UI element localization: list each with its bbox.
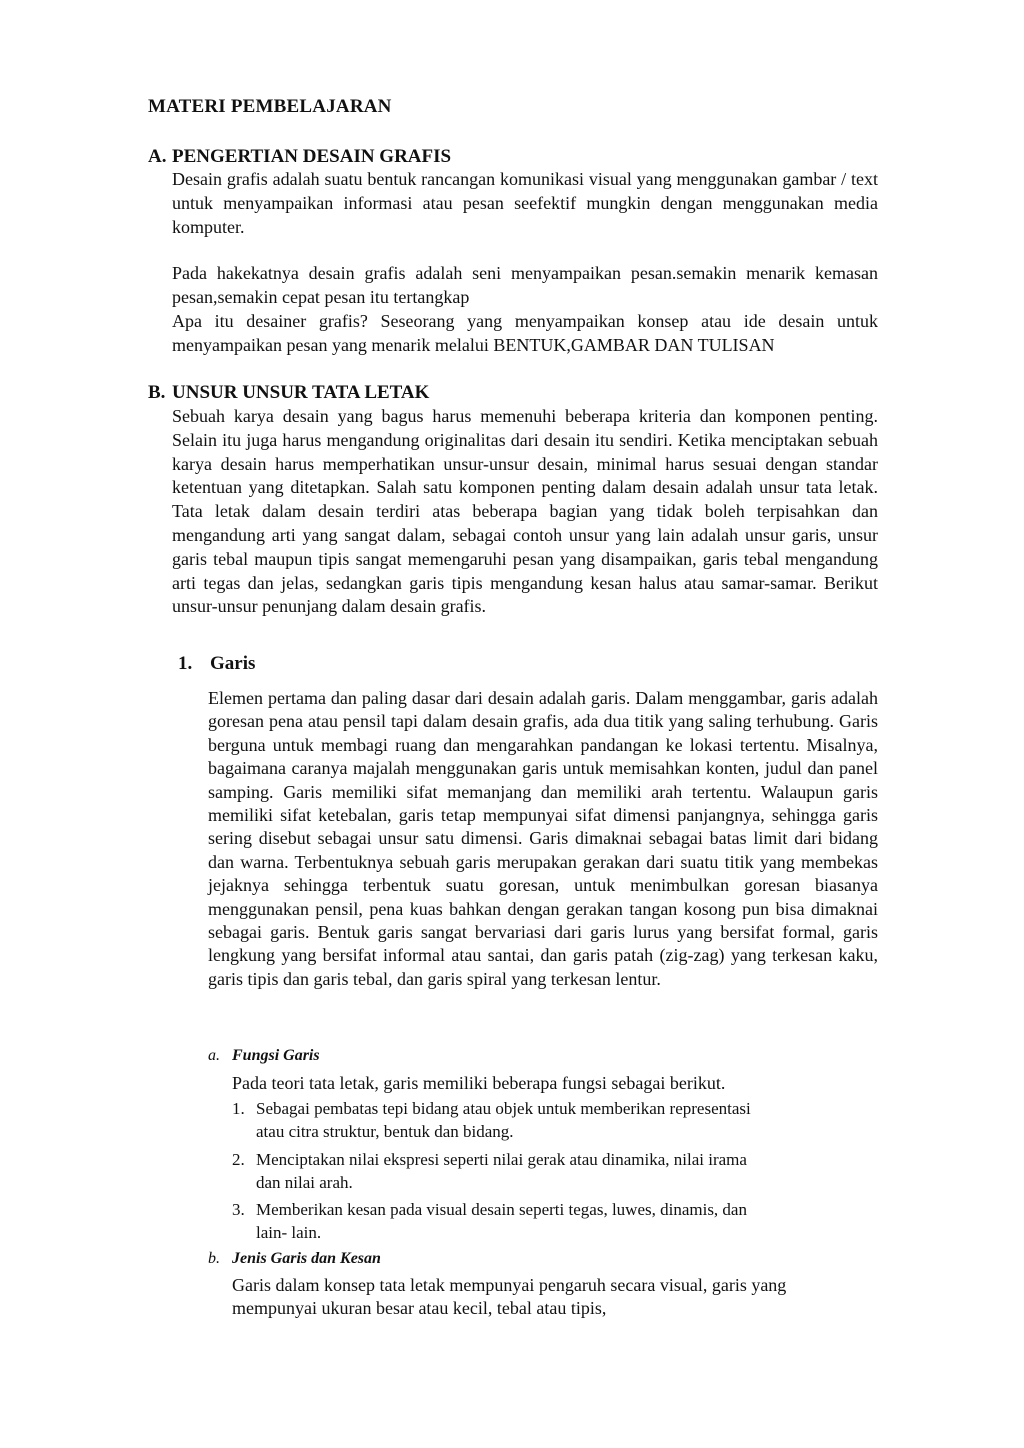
fungsi-list-item-1 (232, 1097, 772, 1143)
fungsi-garis-intro: Pada teori tata letak, garis memiliki beberapa fungsi sebagai berikut. (232, 1073, 726, 1093)
garis-heading (178, 653, 255, 675)
section-b-title: UNSUR UNSUR TATA LETAK (172, 382, 430, 403)
section-a-paragraph-3: Apa itu desainer grafis? Seseorang yang menyampaikan konsep atau ide desain untuk menyampaikan pesan yang menarik melalui BENTUK,GAMBAR DAN TULISAN (172, 311, 878, 355)
list-item-number: 2. (232, 1150, 245, 1169)
jenis-garis-text: Garis dalam konsep tata letak mempunyai pengaruh secara visual, garis yang mempunyai ukuran besar atau kecil, tebal atau tipis, (232, 1275, 787, 1318)
list-item-text: Menciptakan nilai ekspresi seperti nilai gerak atau dinamika, nilai irama dan nilai arah. (256, 1150, 747, 1192)
section-a-marker: A. (148, 146, 167, 167)
jenis-garis-heading (208, 1250, 381, 1268)
fungsi-garis-heading (208, 1047, 320, 1065)
list-item-number: 3. (232, 1200, 245, 1219)
section-a-heading (148, 146, 451, 168)
section-b-marker: B. (148, 382, 166, 403)
garis-paragraph: Elemen pertama dan paling dasar dari desain adalah garis. Dalam menggambar, garis adalah goresan pena atau pensil tapi dalam desain grafis, ada dua titik yang saling terhubung. Garis berguna untuk membagi ruang dan mengarahkan pandangan ke lokasi tertentu. Misalnya, bagaimana caranya majalah menggunakan garis untuk memisahkan konten, judul dan panel samping. Garis memiliki sifat memanjang dan memiliki arah tertentu. Walaupun garis memiliki sifat ketebalan, garis tetap mempunyai sifat dimensi panjangnya, sehingga garis sering disebut sebagai unsur satu dimensi. Garis dimaknai sebagai batas limit dari bidang dan warna. Terbentuknya sebuah garis merupakan gerakan dari suatu titik yang membekas jejaknya sehingga terbentuk suatu goresan, untuk menimbulkan goresan biasanya menggunakan pensil, pena kuas bahkan dengan gerakan tangan kosong pun bisa dimaknai sebagai garis. Bentuk garis sangat bervariasi dari garis lurus yang bersifat formal, garis lengkung yang bersifat informal atau santai, dan garis patah (zig-zag) yang terkesan kaku, garis tipis dan garis tebal, dan garis spiral yang terkesan lentur. (208, 688, 878, 989)
list-item-text: Memberikan kesan pada visual desain seperti tegas, luwes, dinamis, dan lain- lain. (256, 1200, 747, 1242)
section-a-title: PENGERTIAN DESAIN GRAFIS (172, 146, 452, 167)
garis-title: Garis (210, 653, 256, 674)
jenis-garis-marker: b. (208, 1250, 220, 1267)
section-b-heading (148, 382, 429, 404)
fungsi-garis-title: Fungsi Garis (232, 1047, 320, 1064)
jenis-garis-title: Jenis Garis dan Kesan (232, 1250, 381, 1267)
section-a-paragraph-2: Pada hakekatnya desain grafis adalah seni menyampaikan pesan.semakin menarik kemasan pesan,semakin cepat pesan itu tertangkap (172, 263, 878, 307)
garis-marker: 1. (178, 653, 193, 674)
fungsi-garis-marker: a. (208, 1047, 220, 1064)
fungsi-list-item-3 (232, 1198, 772, 1244)
fungsi-list-item-2 (232, 1148, 772, 1194)
list-item-text: Sebagai pembatas tepi bidang atau objek untuk memberikan representasi atau citra struktur, bentuk dan bidang. (256, 1099, 751, 1141)
list-item-number: 1. (232, 1099, 245, 1118)
section-a-paragraph-1: Desain grafis adalah suatu bentuk rancangan komunikasi visual yang menggunakan gambar / text untuk menyampaikan informasi atau pesan seefektif mungkin dengan menggunakan media komputer. (172, 169, 878, 237)
section-b-paragraph: Sebuah karya desain yang bagus harus memenuhi beberapa kriteria dan komponen penting. Selain itu juga harus mengandung originalitas dari desain itu sendiri. Ketika menciptakan sebuah karya desain harus memperhatikan unsur-unsur desain, minimal harus sesuai dengan standar ketentuan yang ditetapkan. Salah satu komponen penting dalam desain adalah unsur tata letak. Tata letak dalam desain terdiri atas beberapa bagian yang tidak boleh terpisahkan dan mengandung arti yang sangat dalam, sebagai contoh unsur yang lain adalah unsur garis, unsur garis tebal maupun tipis sangat memengaruhi pesan yang disampaikan, garis tebal mengandung arti tegas dan jelas, sedangkan garis tipis mengandung kesan halus atau samar-samar. Berikut unsur-unsur penunjang dalam desain grafis. (172, 406, 878, 617)
document-title: MATERI PEMBELAJARAN (148, 96, 392, 117)
